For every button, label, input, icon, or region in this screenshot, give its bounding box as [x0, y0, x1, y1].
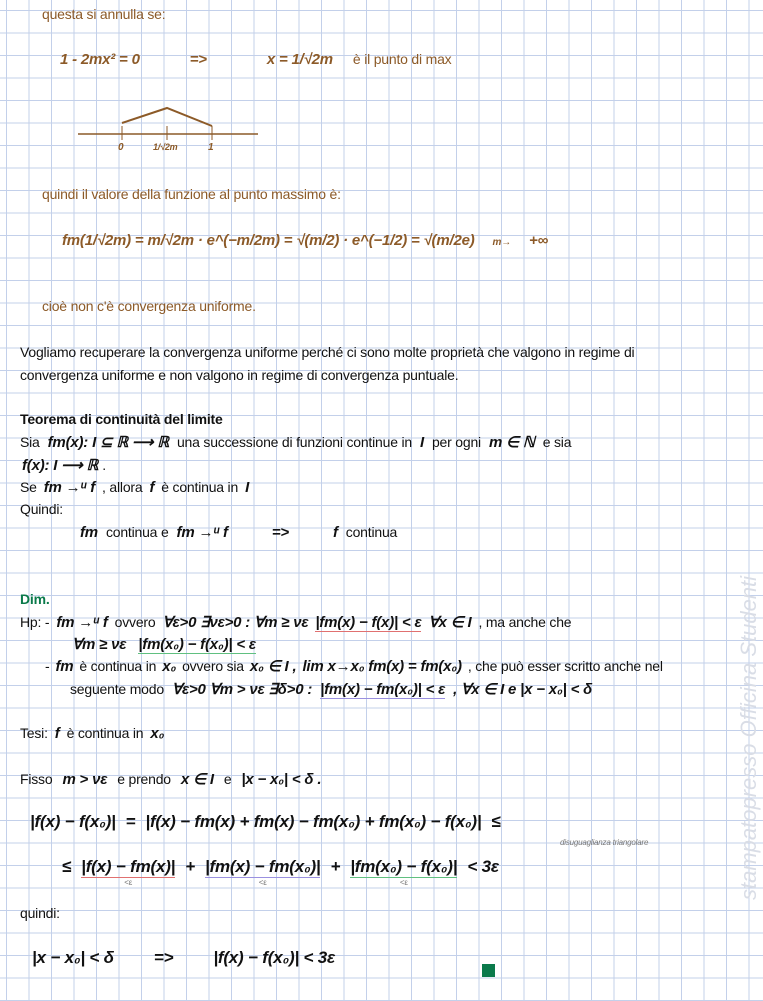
watermark: stampatopresso Officina Studenti [736, 575, 761, 900]
text: è continua in [66, 725, 144, 741]
text: e prendo [117, 771, 171, 787]
math: |f(x) − fm(x)| [81, 857, 176, 876]
math: f [54, 725, 60, 742]
equation: fm(1/√2m) = m/√2m · e^(−m/2m) = √(m/2) · e^(−1/2) = √(m/2e) [62, 232, 475, 249]
equation: 1 - 2mx² = 0 [60, 51, 140, 68]
text: seguente modo [70, 681, 164, 697]
math: x₀ [150, 725, 165, 742]
math: |fm(x) − fm(x₀)| < ε [320, 681, 446, 698]
math: ∀ε>0 ∃νε>0 : ∀m ≥ νε [162, 614, 309, 631]
text: Sia [20, 434, 40, 450]
math: , ∀x ∈ I e |x − x₀| < δ [453, 681, 593, 698]
math: |fm(x) − f(x)| < ε [315, 614, 422, 631]
math: m > νε [62, 771, 108, 788]
annotation: <ε [258, 878, 267, 887]
tick-label: 1/√2m [153, 142, 178, 152]
math: ≤ [62, 857, 72, 876]
math: = [125, 812, 136, 831]
text: ovvero [114, 614, 156, 630]
text: è continua in [79, 658, 157, 674]
math: fm →ᵘ f [176, 524, 228, 541]
arrow: m→ [492, 237, 512, 248]
text: . [102, 457, 106, 473]
text: ovvero sia [182, 658, 244, 674]
math: ∀m ≥ νε [72, 636, 127, 653]
math: x₀ ∈ I , [249, 658, 297, 675]
implies: => [153, 948, 174, 967]
implies: => [189, 51, 207, 68]
text: e sia [542, 434, 572, 450]
math: fm [55, 658, 74, 675]
math: lim x→x₀ fm(x) = fm(x₀) [302, 658, 462, 675]
text-line: è il punto di max [352, 51, 452, 67]
text: Se [20, 479, 37, 495]
annotation: <ε [399, 878, 408, 887]
annotation: disuguaglianza triangolare [560, 838, 649, 847]
math: x₀ [162, 658, 177, 675]
text: continua e [105, 524, 169, 540]
math: fm →ᵘ f [43, 479, 96, 496]
tick-label: 1 [208, 142, 214, 153]
math: f [149, 479, 155, 496]
end-of-proof-square [482, 964, 495, 977]
math: fm →ᵘ f [56, 614, 108, 631]
text: e [223, 771, 232, 787]
math: ≤ [491, 812, 501, 831]
math: m ∈ ℕ [488, 434, 535, 451]
text: quindi: [20, 905, 60, 921]
math: |f(x) − f(x₀)| [30, 812, 116, 831]
math: ∀ε>0 ∀m > νε ∃δ>0 : [171, 681, 313, 698]
text: Quindi: [20, 501, 63, 517]
math: + [330, 857, 341, 876]
dim-title: Dim. [20, 591, 50, 607]
text-line: quindi il valore della funzione al punto massimo è: [42, 186, 341, 202]
math: I [419, 434, 424, 451]
math: < 3ε [467, 857, 499, 876]
math: |fm(x₀) − f(x₀)| < ε [138, 636, 256, 653]
math: |fm(x) − fm(x₀)| [204, 857, 321, 876]
math: fm [80, 524, 98, 541]
implies: => [271, 524, 289, 541]
math: fm(x): I ⊆ ℝ ⟶ ℝ [47, 434, 169, 451]
text: Hp: - [20, 614, 50, 630]
math: ∀x ∈ I [428, 614, 472, 631]
paragraph: Vogliamo recuperare la convergenza uniforme perché ci sono molte proprietà che valgono in regime di [20, 344, 635, 360]
text: per ogni [431, 434, 481, 450]
text: Tesi: [20, 725, 48, 741]
math: |f(x) − fm(x) + fm(x) − fm(x₀) + fm(x₀) − f(x₀)| [145, 812, 482, 831]
math: |f(x) − f(x₀)| < 3ε [213, 948, 335, 967]
text: , allora [102, 479, 143, 495]
text: - [45, 658, 50, 674]
math: |x − x₀| < δ . [241, 771, 322, 788]
math: |x − x₀| < δ [32, 948, 114, 967]
math: |fm(x₀) − f(x₀)| [350, 857, 458, 876]
math: I [245, 479, 250, 496]
math: x ∈ I [180, 771, 214, 788]
text: Fisso [20, 771, 53, 787]
math: f(x): I ⟶ ℝ [22, 457, 99, 474]
annotation: <ε [124, 878, 133, 887]
paragraph: convergenza uniforme e non valgono in regime di convergenza puntuale. [20, 367, 459, 383]
math: f [332, 524, 338, 541]
text: continua [345, 524, 398, 540]
equation: x = 1/√2m [266, 51, 333, 68]
tick-label: 0 [118, 142, 124, 153]
theorem-title: Teorema di continuità del limite [20, 411, 223, 427]
monotonicity-diagram [75, 100, 265, 140]
text: una successione di funzioni continue in [176, 434, 412, 450]
text-line: cioè non c'è convergenza uniforme. [42, 298, 256, 314]
text: , ma anche che [478, 614, 572, 630]
text: , che può esser scritto anche nel [467, 658, 663, 674]
text: è continua in [161, 479, 239, 495]
text-line: questa si annulla se: [42, 6, 166, 22]
math: + [185, 857, 195, 876]
limit: +∞ [529, 232, 549, 249]
